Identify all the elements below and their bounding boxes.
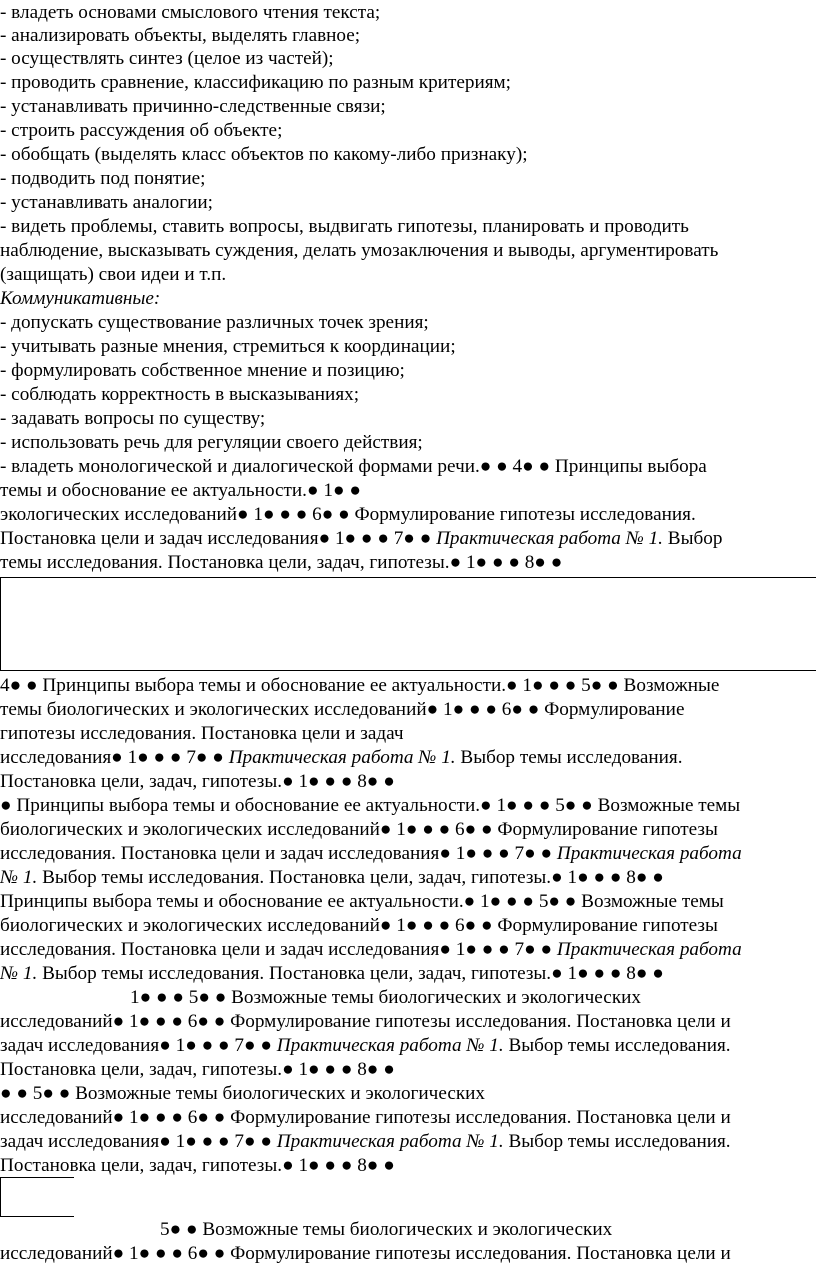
line-text: ● ● 5● ● Возможные темы биологических и экологических xyxy=(0,1083,486,1104)
text-line xyxy=(0,71,511,95)
text-line xyxy=(0,1130,731,1154)
text-line xyxy=(0,938,742,962)
text-line xyxy=(0,551,562,575)
line-text: биологических и экологических исследований● 1● ● ● 6● ● Формулирование гипотезы xyxy=(0,915,718,936)
line-text: - осуществлять синтез (целое из частей); xyxy=(0,48,334,69)
line-text: Коммуникативные: xyxy=(0,288,161,309)
italic-title: Практическая работа xyxy=(556,843,742,864)
italic-title: № 1. xyxy=(0,963,38,984)
text-line xyxy=(0,24,360,48)
text-line xyxy=(0,431,423,455)
line-text: исследования. Постановка цели и задач исследования● 1● ● ● 7● ● xyxy=(0,939,557,960)
line-text: - строить рассуждения об объекте; xyxy=(0,120,283,141)
line-text: исследований● 1● ● ● 6● ● Формулирование гипотезы исследования. Постановка цели и xyxy=(0,1243,731,1264)
text-line xyxy=(0,503,696,527)
line-text: 4● ● Принципы выбора темы и обоснование ее актуальности.● 1● ● ● 5● ● Возможные xyxy=(0,675,720,696)
italic-title: Практическая работа № 1. xyxy=(228,747,456,768)
text-line xyxy=(0,407,265,431)
text-line xyxy=(0,143,528,167)
line-text: Постановка цели, задач, гипотезы.● 1● ● ● 8● ● xyxy=(0,771,395,792)
line-text: 1● ● ● 5● ● Возможные темы биологических и экологических xyxy=(130,987,641,1008)
text-line xyxy=(0,119,282,143)
text-line xyxy=(0,698,684,722)
italic-title: Практическая работа № 1. xyxy=(276,1035,504,1056)
empty-frame xyxy=(0,577,816,671)
text-line xyxy=(0,47,334,71)
text-line xyxy=(0,674,719,698)
text-line xyxy=(0,722,404,746)
text-line xyxy=(0,335,456,359)
text-line xyxy=(0,1058,395,1082)
line-text: задач исследования● 1● ● ● 7● ● xyxy=(0,1131,277,1152)
line-text: Принципы выбора темы и обоснование ее актуальности.● 1● ● ● 5● ● Возможные темы xyxy=(0,891,724,912)
line-text: - допускать существование различных точек зрения; xyxy=(0,312,429,333)
text-line xyxy=(0,1010,731,1034)
text-line xyxy=(0,818,718,842)
line-text: биологических и экологических исследований● 1● ● ● 6● ● Формулирование гипотезы xyxy=(0,819,718,840)
text-line xyxy=(0,962,664,986)
line-text: - анализировать объекты, выделять главное; xyxy=(0,25,361,46)
text-line xyxy=(130,986,641,1010)
line-text: исследования. Постановка цели и задач исследования● 1● ● ● 7● ● xyxy=(0,843,557,864)
line-text: - видеть проблемы, ставить вопросы, выдвигать гипотезы, планировать и проводить xyxy=(0,216,689,237)
line-text: экологических исследований● 1● ● ● 6● ● Формулирование гипотезы исследования. xyxy=(0,504,696,525)
line-text: Выбор темы исследования. Постановка цели, задач, гипотезы.● 1● ● ● 8● ● xyxy=(37,867,664,888)
italic-title: Практическая работа № 1. xyxy=(276,1131,504,1152)
line-text: Выбор темы исследования. Постановка цели, задач, гипотезы.● 1● ● ● 8● ● xyxy=(37,963,664,984)
line-text: - владеть монологической и диалогической формами речи.● ● 4● ● Принципы выбора xyxy=(0,456,707,477)
line-text: - формулировать собственное мнение и позицию; xyxy=(0,360,405,381)
line-text: - задавать вопросы по существу; xyxy=(0,408,266,429)
line-text: - устанавливать аналогии; xyxy=(0,192,214,213)
line-text: - обобщать (выделять класс объектов по какому-либо признаку); xyxy=(0,144,528,165)
line-text: исследований● 1● ● ● 6● ● Формулирование гипотезы исследования. Постановка цели и xyxy=(0,1107,731,1128)
line-text: темы исследования. Постановка цели, задач, гипотезы.● 1● ● ● 8● ● xyxy=(0,552,563,573)
italic-title: Практическая работа № 1. xyxy=(436,528,663,549)
line-text: Выбор темы исследования. xyxy=(503,1035,731,1056)
line-text: - подводить под понятие; xyxy=(0,168,206,189)
text-line xyxy=(0,914,718,938)
line-text: Постановка цели, задач, гипотезы.● 1● ● ● 8● ● xyxy=(0,1059,395,1080)
line-text: 5● ● Возможные темы биологических и экологических xyxy=(160,1219,613,1240)
text-line xyxy=(0,287,160,311)
text-line xyxy=(0,527,722,551)
line-text: (защищать) свои идеи и т.п. xyxy=(0,264,227,285)
italic-title: Практическая работа xyxy=(556,939,742,960)
line-text: - использовать речь для регуляции своего действия; xyxy=(0,432,423,453)
line-text: исследования● 1● ● ● 7● ● xyxy=(0,747,229,768)
text-line xyxy=(0,1154,395,1178)
line-text: гипотезы исследования. Постановка цели и задач xyxy=(0,723,404,744)
text-line xyxy=(0,191,213,215)
text-line xyxy=(0,746,683,770)
text-line xyxy=(0,890,724,914)
italic-title: № 1. xyxy=(0,867,38,888)
text-line xyxy=(0,311,429,335)
text-line xyxy=(0,1106,731,1130)
text-line xyxy=(0,866,664,890)
text-line xyxy=(0,95,386,119)
line-text: исследований● 1● ● ● 6● ● Формулирование гипотезы исследования. Постановка цели и xyxy=(0,1011,731,1032)
text-line xyxy=(0,167,206,191)
text-line xyxy=(0,794,740,818)
line-text: Постановка цели и задач исследования● 1● ● ● 7● ● xyxy=(0,528,437,549)
text-line xyxy=(0,770,395,794)
line-text: задач исследования● 1● ● ● 7● ● xyxy=(0,1035,277,1056)
line-text: - устанавливать причинно-следственные связи; xyxy=(0,96,386,117)
text-line xyxy=(0,239,718,263)
line-text: - владеть основами смыслового чтения текста; xyxy=(0,2,381,23)
text-line xyxy=(0,1034,731,1058)
line-text: Выбор темы исследования. xyxy=(455,747,683,768)
line-text: - проводить сравнение, классификацию по разным критериям; xyxy=(0,72,512,93)
line-text: - соблюдать корректность в высказываниях; xyxy=(0,384,360,405)
line-text: Выбор xyxy=(662,528,723,549)
text-line xyxy=(0,359,405,383)
line-text: - учитывать разные мнения, стремиться к координации; xyxy=(0,336,456,357)
line-text: темы и обоснование ее актуальности.● 1● ● xyxy=(0,480,361,501)
text-line xyxy=(0,842,742,866)
line-text: Выбор темы исследования. xyxy=(503,1131,731,1152)
line-text: темы биологических и экологических исследований● 1● ● ● 6● ● Формулирование xyxy=(0,699,685,720)
text-line xyxy=(160,1218,612,1242)
line-text: Постановка цели, задач, гипотезы.● 1● ● ● 8● ● xyxy=(0,1155,395,1176)
text-line xyxy=(0,1,380,25)
text-line xyxy=(0,1242,731,1266)
empty-frame-small xyxy=(0,1177,74,1217)
text-line xyxy=(0,479,361,503)
line-text: наблюдение, высказывать суждения, делать умозаключения и выводы, аргументировать xyxy=(0,240,719,261)
text-line xyxy=(0,383,359,407)
text-line xyxy=(0,1082,485,1106)
line-text: ● Принципы выбора темы и обоснование ее актуальности.● 1● ● ● 5● ● Возможные темы xyxy=(0,795,741,816)
text-line xyxy=(0,215,689,239)
text-line xyxy=(0,455,707,479)
text-line xyxy=(0,263,226,287)
